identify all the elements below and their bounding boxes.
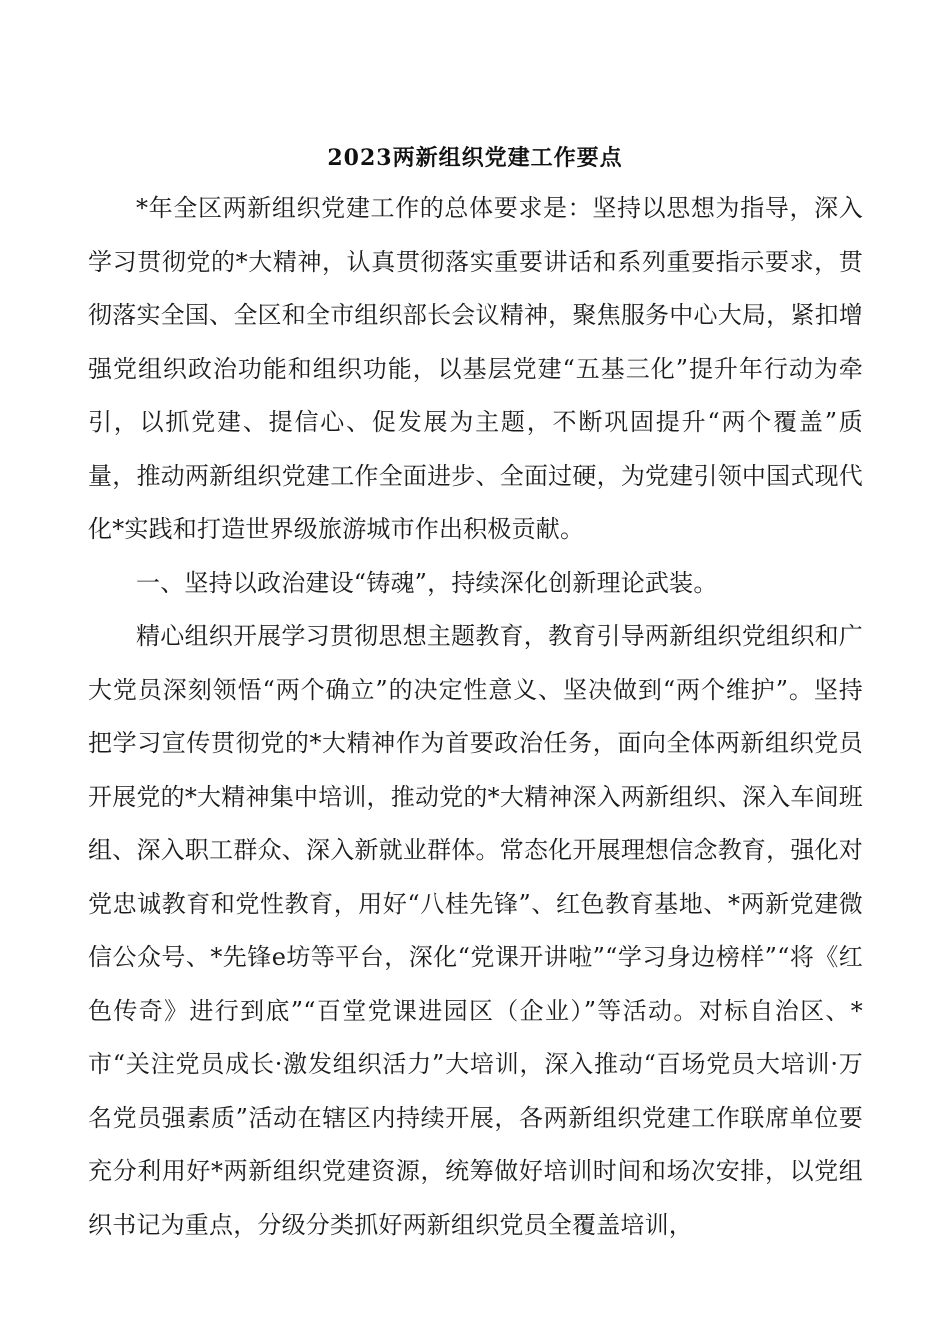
paragraph-section-1-content: 精心组织开展学习贯彻思想主题教育，教育引导两新组织党组织和广大党员深刻领悟“两个确立”的决定性意义、坚决做到“两个维护”。坚持把学习宣传贯彻党的*大精神作为首要政治任务，面向全体两新组织党员开展党的*大精神集中培训，推动党的*大精神深入两新组织、深入车间班组、深入职工群众、深入新就业群体。常态化开展理想信念教育，强化对党忠诚教育和党性教育，用好“八桂先锋”、红色教育基地、*两新党建微信公众号、*先锋e坊等平台，深化“党课开讲啦”“学习身边榜样”“将《红色传奇》进行到底”“百堂党课进园区（企业）”等活动。对标自治区、*市“关注党员成长·激发组织活力”大培训，深入推动“百场党员大培训·万名党员强素质”活动在辖区内持续开展，各两新组织党建工作联席单位要充分利用好*两新组织党建资源，统筹做好培训时间和场次安排，以党组织书记为重点，分级分类抓好两新组织党员全覆盖培训， — [88, 622, 863, 1239]
document-title: 2023两新组织党建工作要点 — [327, 145, 623, 171]
paragraph-general-requirements: *年全区两新组织党建工作的总体要求是：坚持以思想为指导，深入学习贯彻党的*大精神，认真贯彻落实重要讲话和系列重要指示要求，贯彻落实全国、全区和全市组织部长会议精神，聚焦服务中心大局，紧扣增强党组织政治功能和组织功能，以基层党建“五基三化”提升年行动为牵引，以抓党建、提信心、促发展为主题，不断巩固提升“两个覆盖”质量，推动两新组织党建工作全面进步、全面过硬，为党建引领中国式现代化*实践和打造世界级旅游城市作出积极贡献。 — [88, 194, 863, 543]
document-body — [88, 182, 863, 1252]
section-heading-1: 一、坚持以政治建设“铸魂”，持续深化创新理论武装。 — [136, 568, 718, 597]
